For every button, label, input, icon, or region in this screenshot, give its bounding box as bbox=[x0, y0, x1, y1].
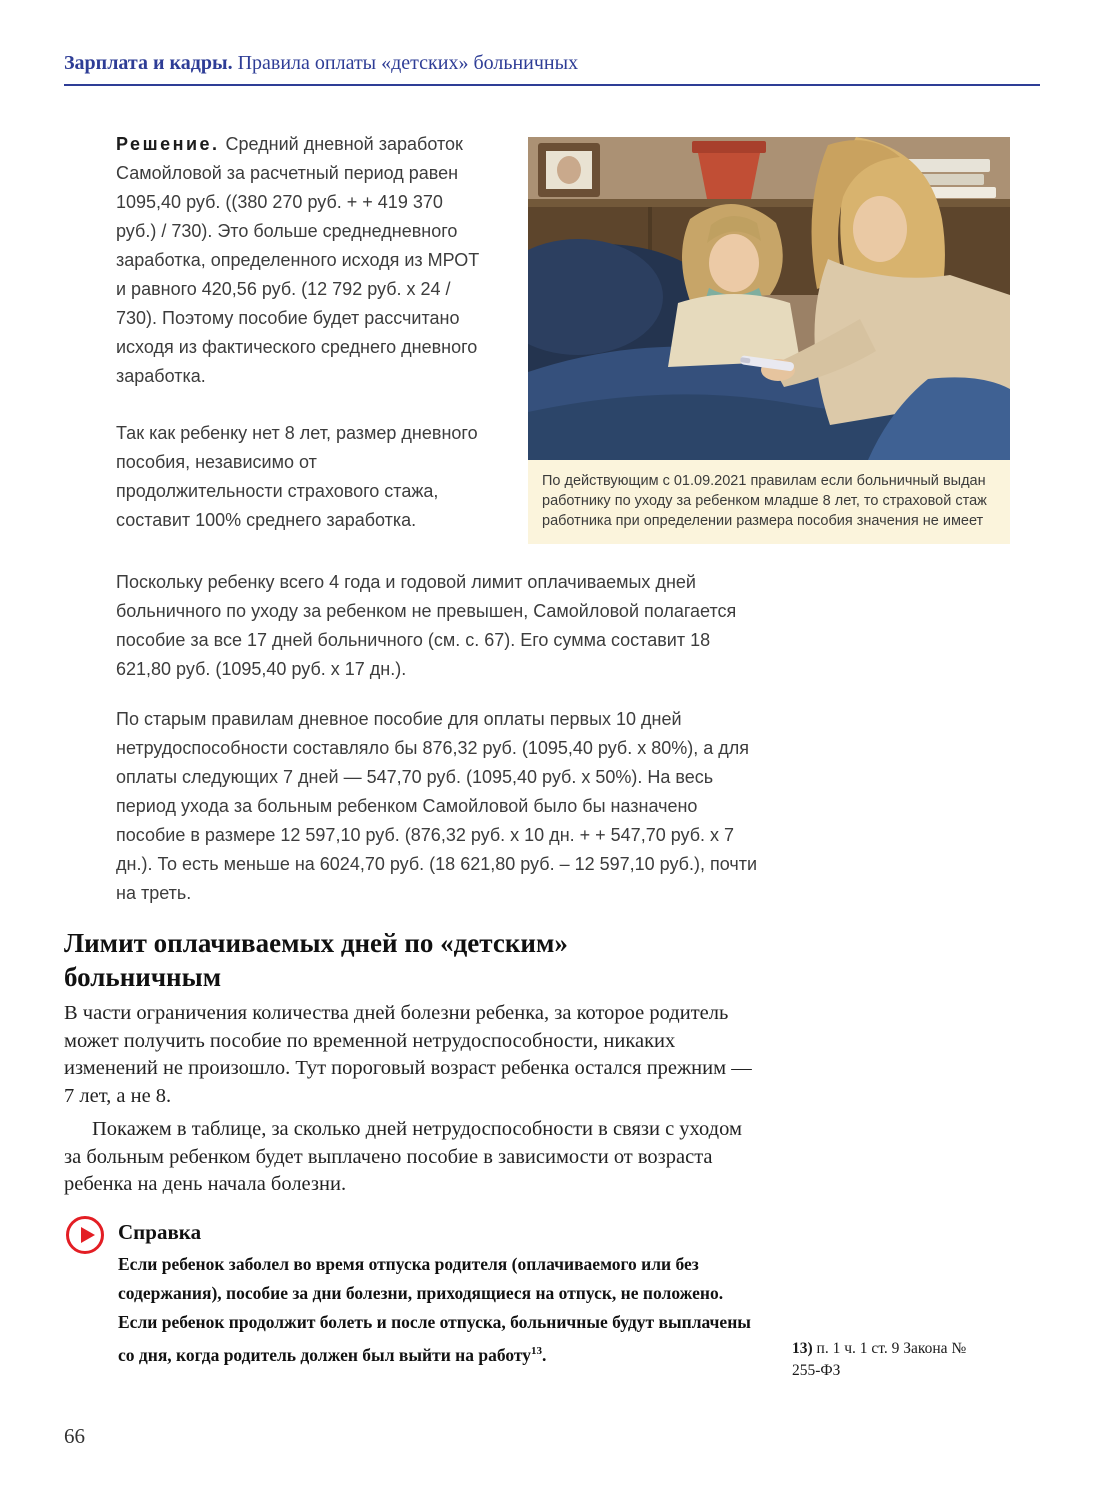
header-divider bbox=[64, 84, 1040, 86]
solution-label: Решение. bbox=[116, 134, 220, 154]
footnote-reference-marker: 13 bbox=[531, 1345, 543, 1357]
margin-footnote bbox=[792, 1338, 982, 1382]
solution-paragraph-1 bbox=[116, 130, 488, 391]
body-paragraph-4: По старым правилам дневное пособие для оплаты первых 10 дней нетрудоспособности составляло бы 876,32 руб. (1095,40 руб. x 80%), а для оплаты следующих 7 дней — 547,70 руб. (1095,40 руб. x 50%). На весь период ухода за больным ребенком Самойловой было бы назначено пособие в размере 12 597,10 руб. (876,32 руб. x 10 дн. + + 547,70 руб. x 7 дн.). То есть меньше на 6024,70 руб. (18 621,80 руб. – 12 597,10 руб.), почти на треть. bbox=[116, 709, 758, 903]
footnote-text: п. 1 ч. 1 ст. 9 Закона № 255-ФЗ bbox=[792, 1340, 967, 1379]
page-number: 66 bbox=[64, 1424, 85, 1448]
reference-play-icon bbox=[66, 1216, 104, 1254]
magazine-brand: Зарплата и кадры. bbox=[64, 52, 233, 74]
spravka-heading: Справка bbox=[118, 1220, 202, 1244]
limit-paragraph-2: Покажем в таблице, за сколько дней нетрудоспособности в связи с уходом за больным ребенком будет выплачено пособие в зависимости от возраста ребенка на день начала болезни. bbox=[64, 1118, 742, 1195]
limit-paragraph-1: В части ограничения количества дней болезни ребенка, за которое родитель может получить пособие по временной нетрудоспособности, никаких изменений не произошло. Тут пороговый возраст ребенка остался прежним — 7 лет, а не 8. bbox=[64, 1002, 752, 1107]
solution-paragraph-2: Так как ребенку нет 8 лет, размер дневного пособия, независимо от продолжительности страхового стажа, составит 100% среднего заработка. bbox=[116, 423, 478, 530]
spravka-text bbox=[118, 1250, 758, 1370]
spravka-text-suffix: . bbox=[542, 1344, 547, 1365]
limit-section-body bbox=[64, 1000, 756, 1199]
body-paragraph-3: Поскольку ребенку всего 4 года и годовой лимит оплачиваемых дней больничного по уходу за ребенком не превышен, Самойловой полагается пособие за все 17 дней больничного (см. с. 67). Его сумма составит 18 621,80 руб. (1095,40 руб. x 17 дн.). bbox=[116, 572, 737, 679]
spravka-text-body: Если ребенок заболел во время отпуска родителя (оплачиваемого или без содержания), пособие за дни болезни, приходящиеся на отпуск, не положено. Если ребенок продолжит болеть и после отпуска, больничные будут выплачены со дня, когда родитель должен был выйти на работу bbox=[118, 1254, 751, 1365]
running-head bbox=[64, 52, 1044, 75]
play-triangle-icon bbox=[81, 1227, 95, 1243]
article-photo-mother-child bbox=[528, 137, 1010, 460]
footnote-marker: 13) bbox=[792, 1340, 813, 1357]
photo-illustration bbox=[528, 137, 1010, 460]
solution-paragraph-1-text: Средний дневной заработок Самойловой за расчетный период равен 1095,40 руб. ((380 270 руб. + + 419 370 руб.) / 730). Это больше среднедневного заработка, определенного исходя из МРОТ и равного 420,56 руб. (12 792 руб. x 24 / 730). Поэтому пособие будет рассчитано исходя из фактического среднего дневного заработка. bbox=[116, 134, 480, 386]
article-section-title: Правила оплаты «детских» больничных bbox=[237, 52, 579, 74]
photo-caption: По действующим с 01.09.2021 правилам если больничный выдан работнику по уходу за ребенком младше 8 лет, то страховой стаж работника при определении размера пособия значения не имеет bbox=[528, 460, 1010, 544]
section-heading-limit: Лимит оплачиваемых дней по «детским» больничным bbox=[64, 928, 568, 992]
solution-column bbox=[116, 130, 488, 535]
